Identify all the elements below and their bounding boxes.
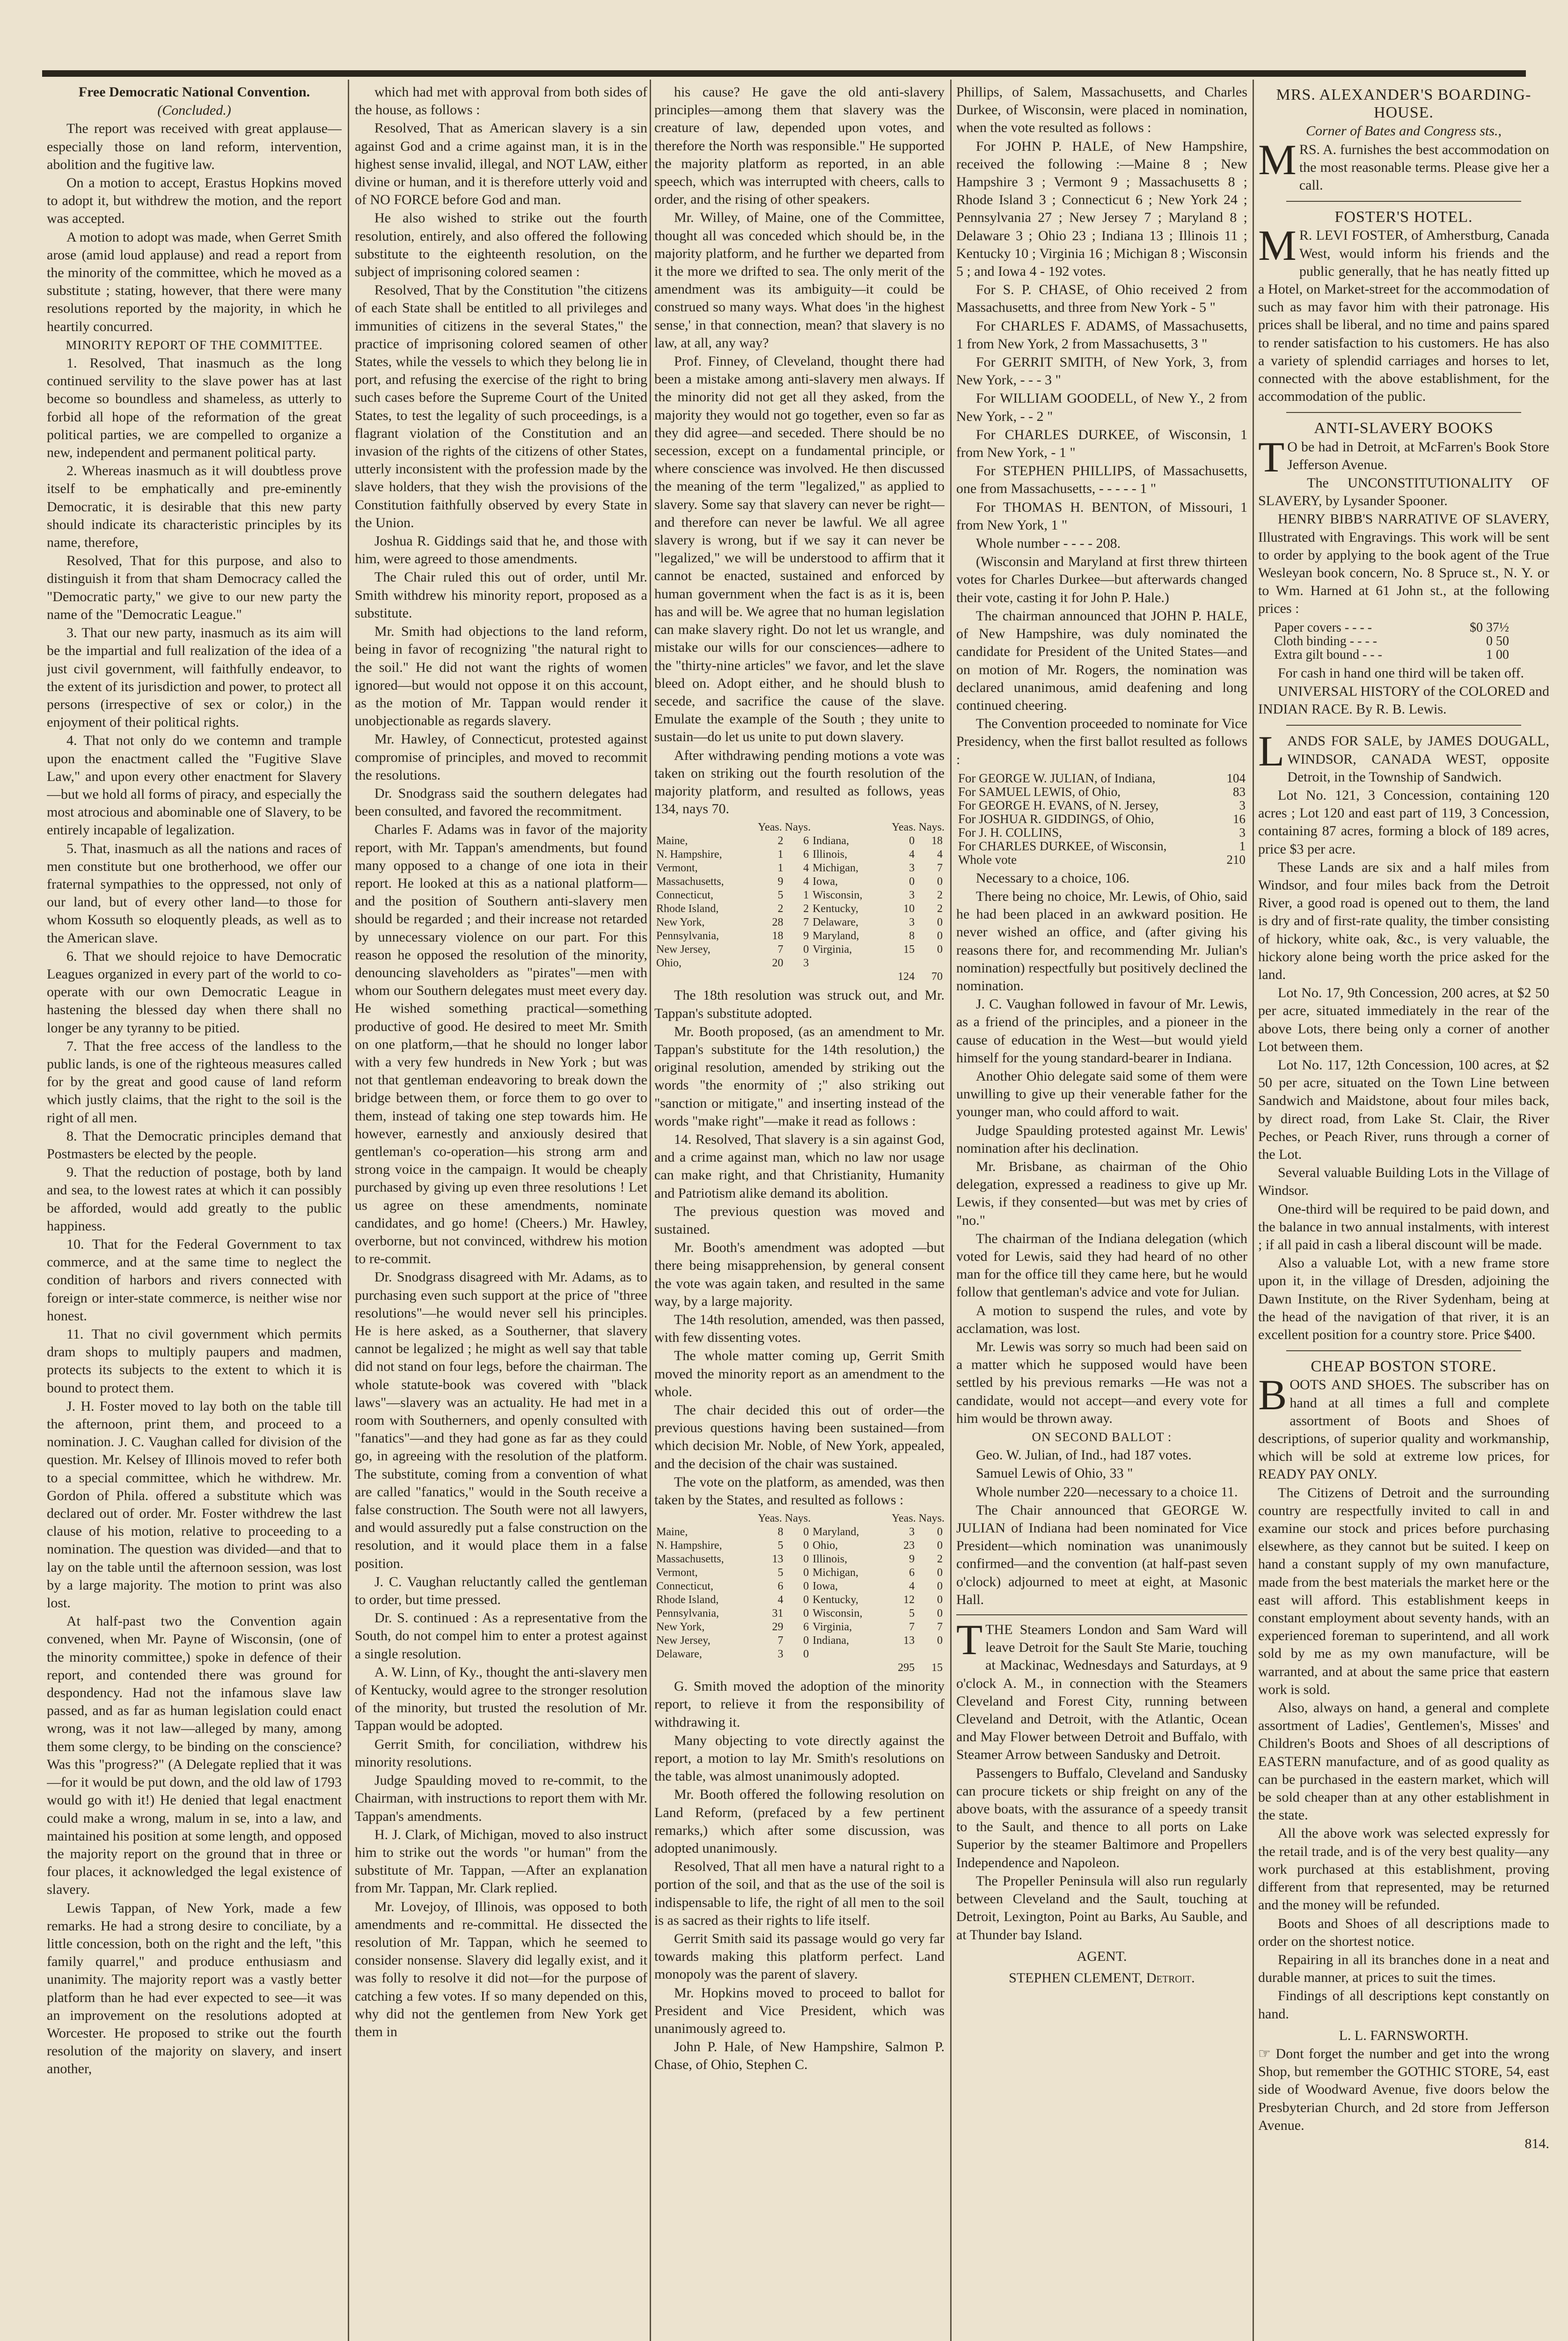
table-row: Delaware, 3 0 xyxy=(656,1648,809,1661)
article-body xyxy=(355,83,647,2041)
paragraph: The whole matter coming up, Gerrit Smith moved the minority report as an amendment to the whole. xyxy=(654,1348,945,1399)
paragraph: Joshua R. Giddings said that he, and those with him, were agreed to those amendments. xyxy=(355,533,647,567)
steamer-paragraph: TTHE Steamers London and Sam Ward will leave Detroit for the Sault Ste Marie, touching at Mackinac, Wednesdays and Saturdays, at 9 o'clock A. M., in connection with the Steamers Cleveland and Forest City, running between Cleveland and Detroit, with the Atlantic, Ocean and May Flower between Detroit and Buffalo, with Steamer Arrow between Sandusky and Detroit. xyxy=(956,1616,1247,1763)
article-body xyxy=(654,986,945,1509)
paragraph: Mr. Booth's amendment was adopted —but there being misapprehension, by general consent the vote was again taken, and resulted in the same way, by a large majority. xyxy=(654,1240,945,1309)
paragraph: his cause? He gave the old anti-slavery principles—among them that slavery was the creature of law, depended upon votes, and therefore the North was responsible." He supported the majority platform as reported, in an able speech, which was interrupted with cheers, calls to order, and the rising of other speakers. xyxy=(654,84,945,207)
ballot-row: For SAMUEL LEWIS, of Ohio, 83 xyxy=(958,784,1246,799)
resolution-paragraph: 6. That we should rejoice to have Democratic Leagues organized in every part of the world to co-operate with our own Democratic League in hastening the blessed day when there shall no longer be any tyranny to be pitied. xyxy=(47,948,342,1036)
resolution-paragraph: 2. Whereas inasmuch as it will doubtless prove itself to be emphatically and pre-eminently Democratic, it is desirable that this new party should indicate its characteristic principles by its name, therefore, xyxy=(47,463,342,551)
paragraph: After withdrawing pending motions a vote was taken on striking out the fourth resolution of the majority platform, and resulted as follows, yeas 134, nays 70. xyxy=(654,747,945,817)
table-row: Maine, 8 0 Maryland, 3 0 xyxy=(656,1526,943,1539)
resolution-paragraph: 3. That our new party, inasmuch as its aim will be the impartial and full realization of the idea of a just civil government, will faithfully endeavor, to the extent of its jurisdiction and power, to protect all persons (irrespective of sex or color,) in the enjoyment of their political rights. xyxy=(47,625,342,730)
ad-divider xyxy=(1286,725,1521,726)
article-body xyxy=(654,83,945,818)
paragraph: Charles F. Adams was in favor of the majority report, with Mr. Tappan's amendments, but found many opposed to a change of one iota in their report. He looked at this as a national platform—and the position of Southern anti-slavery men should be regarded ; and their increase not retarded by unnecessary violence on our part. For this reason he opposed the resolution of the minority, denouncing slaveholders as "pirates"—men with whom our Southern delegates must meet every day. He wished something practical—something productive of good. He desired to meet Mr. Smith on one platform,—that he should no longer labor with a very few hundreds in New York ; but was not that gentleman endeavoring to break down the bridge between them, or force them to go over to them, instead of taking one step towards him. He however, earnestly and anxiously desired that gentleman's co-operation—his strong arm and strong voice in the campaign. It would be cheaply purchased by giving up even three resolutions ! Let us agree on these amendments, nominate candidates, and go home! (Cheers.) Mr. Hawley, overborne, but not convinced, withdrew his motion to re-commit. xyxy=(355,822,647,1267)
paragraph: Mr. Smith had objections to the land reform, being in favor of recognizing "the natural right to the soil." He did not want the rights of women ignored—but would not oppose it on this account, as the motion of Mr. Tappan would render it unobjectionable as regards slavery. xyxy=(355,624,647,729)
price-row: Paper covers - - - - $0 37½ xyxy=(1274,620,1509,635)
paragraph: Mr. Hopkins moved to proceed to ballot for President and Vice President, which was unanimously agreed to. xyxy=(654,1985,945,2037)
ad-divider xyxy=(1286,412,1521,413)
column-divider xyxy=(348,80,349,2341)
paragraph: On a motion to accept, Erastus Hopkins moved to adopt it, but withdrew the motion, and the report was accepted. xyxy=(47,175,342,227)
column-4 xyxy=(956,83,1247,2341)
column-divider xyxy=(950,80,952,2341)
ad-divider xyxy=(1286,1350,1521,1351)
paragraph: A motion to suspend the rules, and vote by acclamation, was lost. xyxy=(956,1303,1247,1336)
ballot-line: For CHARLES F. ADAMS, of Massachusetts, 1 from New York, 2 from Massachusetts, 3 " xyxy=(956,318,1247,352)
hotel-text: M R. LEVI FOSTER, of Amherstburg, Canada West, would inform his friends and the public generally, that he has neatly fitted up a Hotel, on Market-street for the accommodation of such as may favor him with their patronage. His prices shall be liberal, and no time and pains spared to render satisfaction to his customers. He has also a variety of splendid carriages and horses to let, connected with the above establishment, for the accommodation of the public. xyxy=(1258,221,1549,405)
ballot-row: For JOSHUA R. GIDDINGS, of Ohio, 16 xyxy=(958,811,1246,826)
paragraph: Dr. S. continued : As a representative from the South, do not compel him to enter a protest against a single resolution. xyxy=(355,1610,647,1662)
article-body xyxy=(956,607,1247,769)
agent-label: AGENT. xyxy=(1077,1948,1127,1964)
store-paragraph: BOOTS AND SHOES. The subscriber has on hand at all times a full and complete assortment of Boots and Shoes of descriptions, of superior quality and workmanship, which will be sold at extreme low prices, for READY PAY ONLY. xyxy=(1258,1371,1549,1482)
top-rule xyxy=(42,70,1526,77)
ballot-line: For STEPHEN PHILLIPS, of Massachusetts, one from Massachusetts, - - - - - 1 " xyxy=(956,463,1247,497)
table-row: Rhode Island, 2 2 Kentucky, 10 2 xyxy=(656,903,943,915)
minority-report-body xyxy=(47,354,342,2078)
books-title: ANTI-SLAVERY BOOKS xyxy=(1314,420,1494,437)
paragraph: The vote on the platform, as amended, was then taken by the States, and resulted as follows : xyxy=(654,1474,945,1508)
hotel-title: FOSTER'S HOTEL. xyxy=(1334,208,1473,226)
paragraph: Mr. Brisbane, as chairman of the Ohio delegation, expressed a readiness to give up Mr. Lewis, if they consented—but was met by cries of "no." xyxy=(956,1158,1247,1228)
table-row: N. Hampshire, 1 6 Illinois, 4 4 xyxy=(656,848,943,861)
lands-paragraph: Lot No. 17, 9th Concession, 200 acres, at $2 50 per acre, situated immediately in the rear of the above Lots, there being only a corner of another Lot between them. xyxy=(1258,985,1549,1054)
boarding-house-title: MRS. ALEXANDER'S BOARDING-HOUSE. xyxy=(1276,86,1531,122)
table-row: Connecticut, 6 0 Iowa, 4 0 xyxy=(656,1580,943,1593)
paragraph: Dr. Snodgrass said the southern delegates had been consulted, and favored the recommitment. xyxy=(355,785,647,819)
paragraph: Many objecting to vote directly against the report, a motion to lay Mr. Smith's resolutions on the table, was almost unanimously adopted. xyxy=(654,1732,945,1784)
resolution-paragraph: 9. That the reduction of postage, both by land and sea, to the lowest rates at which it can possibly be afforded, would add greatly to the public happiness. xyxy=(47,1164,342,1234)
ad-divider xyxy=(1286,201,1521,202)
lands-ad xyxy=(1258,727,1549,1344)
resolution-paragraph: 4. That not only do we contemn and trample upon the enactment called the "Fugitive Slave Law," and upon every other enactment for Slavery—but we hold all forms of piracy, and especially the most atrocious and abominable one of Slavery, to be entirely incapable of legalization. xyxy=(47,733,342,838)
paragraph: The Chair ruled this out of order, until Mr. Smith withdrew his minority report, proposed as a substitute. xyxy=(355,569,647,621)
paragraph: A motion to adopt was made, when Gerret Smith arose (amid loud applause) and read a report from the minority of the committee, which he moved as a substitute ; stating, however, that there were many resolutions reported by the majority, in which he heartily concurred. xyxy=(47,229,342,334)
paragraph: He also wished to strike out the fourth resolution, entirely, and also offered the following substitute to the eighteenth resolution, on the subject of imprisoning colored seamen : xyxy=(355,210,647,280)
books-paragraph: HENRY BIBB'S NARRATIVE OF SLAVERY, Illustrated with Engravings. This work will be sent to order by applying to the book agent of the True Wesleyan book concern, No. 8 Spruce st., N. Y. or to Wm. Harned at 61 John st., at the following prices : xyxy=(1258,511,1549,617)
resolution-paragraph: J. H. Foster moved to lay both on the table till the afternoon, print them, and proceed to a nomination. J. C. Vaughan called for division of the question. Mr. Kelsey of Illinois moved to refer both to a special committee, which he withdrew. Mr. Gordon of Phila. offered a substitute which was declared out of order. Mr. Foster withdrew the last clause of his motion, relative to proceeding to a nomination. The question was divided—and that to lay on the table until the afternoon session, was lost by a large majority. The motion to print was also lost. xyxy=(47,1398,342,1611)
price-row: Extra gilt bound - - - 1 00 xyxy=(1274,647,1509,662)
paragraph: Prof. Finney, of Cleveland, thought there had been a mistake among anti-slavery men always. If the minority did not get all they asked, from the majority they would not go together, even so far as they did agree—and seceded. There should be no secession, except on a fundamental principle, or where conscience was involved. He then discussed the meaning of the term "legalized," as applied to slavery. Some say that slavery can never be right—and therefore can never be lawful. We all agree slavery is wrong, but if we say it can never be "legalized," we will be understood to affirm that it cannot be enacted, sustained and enforced by human government when the fact is as it is, been has and will be. We agree that no human legislation can make slavery right. Do not let us wrangle, and mistake our wills for our consciences—adhere to the "thirty-nine articles" we favor, and let the slave bleed on. Adopt either, and he should blush to secede, and sacrifice the cause of the slave. Emulate the example of the South ; they unite to sustain—do let us unite to put down slavery. xyxy=(654,353,945,745)
store-paragraph: The Citizens of Detroit and the surrounding country are respectfully invited to call in and examine our stock and prices before purchasing elsewhere, as they cannot but be suited. I keep on hand a constant supply of my own manufacture, made from the best materials the market here or the east will afford. This establishment keeps in constant employment about seventy hands, with an experienced foreman to superintend, and all work sold by me as my own manufacture, will be warranted, and at about the same price that eastern work is sold. xyxy=(1258,1485,1549,1697)
ballot-line: For WILLIAM GOODELL, of New Y., 2 from New York, - - 2 " xyxy=(956,390,1247,424)
paragraph: The Convention proceeded to nominate for Vice Presidency, when the first ballot resulted as follows : xyxy=(956,716,1247,767)
resolution-paragraph: 8. That the Democratic principles demand that Postmasters be elected by the people. xyxy=(47,1128,342,1162)
paragraph: The 14th resolution, amended, was then passed, with few dissenting votes. xyxy=(654,1311,945,1346)
ballot-line: For JOHN P. HALE, of New Hampshire, received the following :—Maine 8 ; New Hampshire 3 ; Vermont 9 ; Massachusetts 8 ; Rhode Island 3 ; Connecticut 6 ; New York 24 ; Pennsylvania 27 ; New Jersey 7 ; Maryland 8 ; Delaware 3 ; Ohio 23 ; Indiana 13 ; Illinois 11 ; Kentucky 10 ; Virginia 16 ; Michigan 8 ; Wisconsin 5 ; and Iowa 4 - 192 votes. xyxy=(956,138,1247,280)
ballot-intro: Phillips, of Salem, Massachusetts, and Charles Durkee, of Wisconsin, were placed in nomination, when the vote resulted as follows : xyxy=(956,84,1247,136)
books-price-list xyxy=(1272,621,1511,662)
paragraph: Resolved, That all men have a natural right to a portion of the soil, and that as the use of the soil is indispensable to life, the right of all men to the soil is as sacred as their rights to life itself. xyxy=(654,1859,945,1928)
paragraph: A. W. Linn, of Ky., thought the anti-slavery men of Kentucky, would agree to the stronger resolution of the minority, but trusted the resolution of Mr. Tappan would be adopted. xyxy=(355,1664,647,1734)
store-paragraph: Findings of all descriptions kept constantly on hand. xyxy=(1258,1988,1549,2022)
paragraph: Necessary to a choice, 106. xyxy=(976,870,1130,886)
paragraph: Mr. Booth proposed, (as an amendment to Mr. Tappan's substitute for the 14th resolution,) the original resolution, amended by striking out the words "the enormity of ;" also striking out "sanction or mitigate," and inserting instead of the words "make right"—make it read as follows : xyxy=(654,1023,945,1129)
books-paragraph: UNIVERSAL HISTORY of the COLORED and INDIAN RACE. By R. B. Lewis. xyxy=(1258,683,1549,717)
paragraph: which had met with approval from both sides of the house, as follows : xyxy=(355,84,647,118)
ballot-line: Geo. W. Julian, of Ind., had 187 votes. xyxy=(976,1447,1192,1463)
table-header: Yeas. Nays. Yeas. Nays. xyxy=(758,821,945,834)
table-row: Rhode Island, 4 0 Kentucky, 12 0 xyxy=(656,1594,943,1606)
paragraph: Gerrit Smith said its passage would go very far towards making this platform perfect. Land monopoly was the parent of slavery. xyxy=(654,1931,945,1982)
table-row: Massachusetts, 9 4 Iowa, 0 0 xyxy=(656,876,943,888)
books-paragraph: For cash in hand one third will be taken off. xyxy=(1278,665,1524,681)
paragraph: The report was received with great applause—especially those on land reform, intervention, abolition and the fugitive law. xyxy=(47,121,342,172)
paragraph: Gerrit Smith, for conciliation, withdrew his minority resolutions. xyxy=(355,1736,647,1770)
store-note: ☞ Dont forget the number and get into the wrong Shop, but remember the GOTHIC STORE, 54, east side of Woodward Avenue, five doors below the Presbyterian Church, and 2d store from Jefferson Avenue. xyxy=(1258,2046,1549,2133)
paragraph: The 18th resolution was struck out, and Mr. Tappan's substitute adopted. xyxy=(654,987,945,1021)
table-row: Vermont, 1 4 Michigan, 3 7 xyxy=(656,862,943,875)
store-paragraph: Also, always on hand, a general and complete assortment of Ladies', Gentlemen's, Misses' and Children's Boots and Shoes of all descriptions of EASTERN manufacture, and of as good quality as can be purchased in the eastern market, which will be sold cheaper than at any other establishment in the state. xyxy=(1258,1700,1549,1823)
ballot-line: Samuel Lewis of Ohio, 33 " xyxy=(976,1465,1133,1481)
store-code: 814. xyxy=(1524,2135,1549,2151)
resolution-paragraph: 7. That the free access of the landless to the public lands, is one of the righteous measures called for by the great and good cause of land reform which justly claims, that the right to the soil is the right of all men. xyxy=(47,1038,342,1126)
resolution-paragraph: 10. That for the Federal Government to tax commerce, and at the same time to neglect the condition of harbors and rivers connected with foreign or inter-state commerce, is neither wise nor honest. xyxy=(47,1237,342,1324)
resolution-paragraph: 11. That no civil government which permits dram shops to multiply paupers and madmen, protects its subjects to the extent to which it is bound to protect them. xyxy=(47,1326,342,1396)
table-row: Connecticut, 5 1 Wisconsin, 3 2 xyxy=(656,889,943,902)
paragraph: Mr. Lewis was sorry so much had been said on a matter which he supposed would have been settled by his previous remarks —He was not a candidate, would not accept—and every vote for him would be thrown away. xyxy=(956,1339,1247,1426)
column-1 xyxy=(47,83,342,2341)
paragraph: The chair decided this out of order—the previous questions having been sustained—from which decision Mr. Noble, of New York, appealed, and the decision of the chair was sustained. xyxy=(654,1402,945,1472)
table-row: Pennsylvania, 18 9 Maryland, 8 0 xyxy=(656,930,943,942)
steamer-ad xyxy=(956,1616,1247,1944)
table-row: Ohio, 20 3 xyxy=(656,957,809,970)
paragraph: The previous question was moved and sustained. xyxy=(654,1203,945,1237)
article-body xyxy=(47,120,342,335)
store-title: CHEAP BOSTON STORE. xyxy=(1311,1358,1497,1376)
table-header: Yeas. Nays. Yeas. Nays. xyxy=(758,1512,945,1525)
paragraph: John P. Hale, of New Hampshire, Salmon P. Chase, of Ohio, Stephen C. xyxy=(654,2039,945,2073)
article-body xyxy=(956,1502,1247,1609)
paragraph: Judge Spaulding protested against Mr. Lewis' nomination after his declination. xyxy=(956,1122,1247,1156)
column-3 xyxy=(654,83,945,2341)
lands-paragraph: Lot No. 121, 3 Concession, containing 120 acres ; Lot 120 and east part of 119, 3 Concession, containing 87 acres, forming a block of 189 acres, price $3 per acre. xyxy=(1258,787,1549,857)
paragraph: Mr. Lovejoy, of Illinois, was opposed to both amendments and re-committal. He dissected the resolution of Mr. Tappan, which he seemed to consider nonsense. Slavery did legally exist, and it was folly to resolve it did not—for the purpose of catching a few votes. If so many depended on this, why did not the gentlemen from New York get them in xyxy=(355,1899,647,2039)
table-row: 124 70 xyxy=(898,971,943,983)
paragraph: Another Ohio delegate said some of them were unwilling to give up their venerable father for the younger man, who could afford to wait. xyxy=(956,1068,1247,1120)
paragraph: G. Smith moved the adoption of the minority report, to relieve it from the responsibility of withdrawing it. xyxy=(654,1678,945,1730)
table-row: Vermont, 5 0 Michigan, 6 0 xyxy=(656,1567,943,1579)
paragraph: 14. Resolved, That slavery is a sin against God, and a crime against man, which no law nor usage can make right, and that Christianity, Humanity and Patriotism alike demand its abolition. xyxy=(654,1131,945,1201)
lands-paragraph: Lot No. 117, 12th Concession, 100 acres, at $2 50 per acre, situated on the Town Line between Sandwich and Maidstone, about four miles back, by direct road, from Lake St. Clair, the River Peches, or Peach River, runs through a corner of the Lot. xyxy=(1258,1057,1549,1162)
ballot-row: For GEORGE H. EVANS, of N. Jersey, 3 xyxy=(958,798,1246,812)
boarding-house-text: MRS. A. furnishes the best accommodation on the most reasonable terms. Please give her a call. xyxy=(1258,135,1549,193)
steamer-paragraph: The Propeller Peninsula will also run regularly between Cleveland and the Sault, touching at Detroit, Lexington, Point au Barks, Au Sauble, and at Thunder bay Island. xyxy=(956,1873,1247,1943)
ballot-row: For CHARLES DURKEE, of Wisconsin, 1 xyxy=(958,839,1246,853)
paragraph: Mr. Willey, of Maine, one of the Committee, thought all was conceded which should be, in the majority platform, and he further we departed from it the more we drifted to sea. The only merit of the amendment was its ambiguity—it could be construed so many ways. What does 'in the highest sense,' in that connection, mean? that slavery is no law, at all, any way? xyxy=(654,210,945,351)
lands-paragraph: These Lands are six and a half miles from Windsor, and four miles back from the Detroit River, a good road is opened out to them, the land is dry and of first-rate quality, the timber consisting of hickory, white oak, &c., is very valuable, the hickory alone being worth the price asked for the land. xyxy=(1258,859,1549,982)
table-row: Pennsylvania, 31 0 Wisconsin, 5 0 xyxy=(656,1607,943,1620)
article-body xyxy=(654,1678,945,2074)
table-row: 295 15 xyxy=(898,1662,943,1674)
paragraph: Resolved, That as American slavery is a sin against God and a crime against man, it is in the highest sense invalid, illegal, and NOT LAW, either divine or human, and it is therefore utterly void and of NO FORCE before God and man. xyxy=(355,120,647,208)
ballot-row: Whole vote 210 xyxy=(958,852,1246,867)
ballot-line: For CHARLES DURKEE, of Wisconsin, 1 from New York, - 1 " xyxy=(956,427,1247,461)
paragraph: Dr. Snodgrass disagreed with Mr. Adams, as to purchasing even such support at the price of "three resolutions"—he would never sell his principles. He is here asked, as a Southerner, that slavery cannot be legalized ; he might as well say that table did not stand on four legs, before the chairman. The whole statute-book was covered with "black laws"—slavery was an actuality. He had met in a room with Southerners, and openly consulted with "fanatics"—and they had gone as far as they could go, in agreeing with the resolution of the platform. The substitute, coming from a convention of what are called "fanatics," would in the South receive a false construction. The South were not all lawyers, and would assuredly put a false construction on the resolution, and it would place them in a false position. xyxy=(355,1269,647,1571)
resolution-paragraph: Lewis Tappan, of New York, made a few remarks. He had a strong desire to conciliate, by a little concession, both on the right and the left, "this family quarrel," and produce enthusiasm and unanimity. The majority report was a vastly better platform than he had ever expected to see—it was an improvement on the resolutions adopted at Worcester. He proposed to strike out the fourth resolution of the majority on slavery, and insert another, xyxy=(47,1900,342,2077)
vote-table-platform xyxy=(654,1512,945,1675)
table-row: New Jersey, 7 0 Indiana, 13 0 xyxy=(656,1634,943,1647)
presidential-ballot xyxy=(956,138,1247,607)
article-subheading: (Concluded.) xyxy=(157,103,231,118)
column-divider xyxy=(650,80,651,2341)
table-row: N. Hampshire, 5 0 Ohio, 23 0 xyxy=(656,1539,943,1552)
column-divider xyxy=(1253,80,1254,2341)
paragraph: J. C. Vaughan reluctantly called the gentleman to order, but time pressed. xyxy=(355,1574,647,1608)
boarding-house-address: Corner of Bates and Congress sts., xyxy=(1305,123,1502,139)
table-row: New York, 28 7 Delaware, 3 0 xyxy=(656,916,943,929)
paragraph: Resolved, That by the Constitution "the citizens of each State shall be entitled to all privileges and immunities of citizens in the several States," the practice of imprisoning colored seamen of other States, while the vessels to which they belong lie in port, and refusing the exercise of the right to bring such cases before the Supreme Court of the United States, to test the legality of such proceedings, is a flagrant violation of the Constitution and an invasion of the rights of the citizens of other States, utterly inconsistent with the profession made by the slave holders, that they wish the provisions of the Constitution faithfully observed by every State in the Union. xyxy=(355,282,647,530)
ballot-line: Whole number 220—necessary to a choice 11. xyxy=(976,1484,1238,1500)
paragraph: H. J. Clark, of Michigan, moved to also instruct him to strike out the words "or human" from the substitute of Mr. Tappan, —After an explanation from Mr. Tappan, Mr. Clark replied. xyxy=(355,1826,647,1896)
store-signature: L. L. FARNSWORTH. xyxy=(1339,2027,1469,2043)
lands-paragraph: Several valuable Building Lots in the Village of Windsor. xyxy=(1258,1165,1549,1199)
agent-name: STEPHEN CLEMENT, Detroit. xyxy=(1009,1970,1195,1986)
second-ballot xyxy=(956,1446,1247,1501)
lands-paragraph: LANDS FOR SALE, by JAMES DOUGALL, WINDSOR, CANADA WEST, opposite Detroit, in the Township of Sandwich. xyxy=(1258,727,1549,785)
lands-paragraph: One-third will be required to be paid down, and the balance in two annual instalments, with interest ; if all paid in cash a liberal discount will be made. xyxy=(1258,1201,1549,1252)
store-ad xyxy=(1258,1371,1549,2023)
minority-report-title: MINORITY REPORT OF THE COMMITTEE. xyxy=(66,338,323,352)
resolution-paragraph: 5. That, inasmuch as all the nations and races of men constitute but one brotherhood, we offer our fraternal sympathies to the oppressed, not only of our land, but of every other land—to those for whom Kossuth so eloquently pleads, as well as to the American slave. xyxy=(47,840,342,946)
ballot-line: Whole number - - - - 208. xyxy=(976,536,1121,552)
resolution-paragraph: At half-past two the Convention again convened, when Mr. Payne of Wisconsin, (one of the minority committee,) spoke in defence of their report, and contended there was ground for despondency. Had not the infamous slave law passed, and as far as human legislation could enact wrong, was it not law—alleged by many, among them some clergy, to be binding on the conscience? Was this "progress?" (A Delegate replied that it was—for it would be put down, and the old law of 1793 would go with it!) He denied that legal enactment could make a wrong, malum in se, into a law, and maintained his position at some length, and opposed the majority report on the ground that in three or four places, it acknowledged the legal existence of slavery. xyxy=(47,1613,342,1898)
paragraph: The Chair announced that GEORGE W. JULIAN of Indiana had been nominated for Vice President—which nomination was unanimously confirmed—and the convention (at half-past seven o'clock) adjourned to meet at eight, at Masonic Hall. xyxy=(956,1502,1247,1607)
table-row: New Jersey, 7 0 Virginia, 15 0 xyxy=(656,943,943,956)
article-body xyxy=(956,869,1247,1428)
ballot-line: For GERRIT SMITH, of New York, 3, from New York, - - - 3 " xyxy=(956,354,1247,388)
table-row: Massachusetts, 13 0 Illinois, 9 2 xyxy=(656,1553,943,1566)
resolution-paragraph: 1. Resolved, That inasmuch as the long continued servility to the slave power has at last become so boundless and shameless, as utterly to forbid all hope of the reformation of the great political parties, we are compelled to organize a new, independent and permanent political party. xyxy=(47,355,342,461)
paragraph: J. C. Vaughan followed in favour of Mr. Lewis, as a friend of the principles, and a pioneer in the cause of education in the West—but would yield himself for the young standard-bearer in Indiana. xyxy=(956,996,1247,1066)
ballot-row: For J. H. COLLINS, 3 xyxy=(958,825,1246,839)
books-ad-after xyxy=(1258,664,1549,719)
second-ballot-title: ON SECOND BALLOT : xyxy=(1032,1430,1172,1444)
ballot-line: For THOMAS H. BENTON, of Missouri, 1 from New York, 1 " xyxy=(956,499,1247,533)
books-paragraph: The UNCONSTITUTIONALITY OF SLAVERY, by Lysander Spooner. xyxy=(1258,475,1549,509)
vote-table-fourth-resolution xyxy=(654,821,945,984)
ad-divider xyxy=(956,1614,1247,1615)
paragraph: There being no choice, Mr. Lewis, of Ohio, said he had been placed in an awkward position. He never wished an office, and (after giving his reasons there for, and recommending Mr. Julian's nomination) respectfully but positively declined the nomination. xyxy=(956,888,1247,994)
lands-paragraph: Also a valuable Lot, with a new frame store upon it, in the village of Dresden, adjoining the Dawn Institute, on the River Sydenham, being at the head of the navigation of that river, it is an excellent position for a country store. Price $400. xyxy=(1258,1255,1549,1342)
table-row: Maine, 2 6 Indiana, 0 18 xyxy=(656,835,943,847)
ballot-row: For GEORGE W. JULIAN, of Indiana, 104 xyxy=(958,771,1246,785)
ballot-line: (Wisconsin and Maryland at first threw thirteen votes for Charles Durkee—but afterwards changed their vote, casting it for John P. Hale.) xyxy=(956,554,1247,605)
store-paragraph: All the above work was selected expressly for the retail trade, and is of the very best quality—any work purchased at this establishment, proving different from that represented, may be returned and the money will be refunded. xyxy=(1258,1826,1549,1913)
resolution-paragraph: Resolved, That for this purpose, and also to distinguish it from that sham Democracy called the "Democratic party," we give to our new party the name of the "Democratic League." xyxy=(47,553,342,622)
table-row: New York, 29 6 Virginia, 7 7 xyxy=(656,1621,943,1634)
paragraph: Judge Spaulding moved to re-commit, to the Chairman, with instructions to report them with Mr. Tappan's amendments. xyxy=(355,1773,647,1824)
vice-presidential-ballot xyxy=(956,772,1247,867)
steamer-paragraph: Passengers to Buffalo, Cleveland and Sandusky can procure tickets or ship freight on any of the above boats, with the assurance of a speedy transit to the Sault, and thence to all ports on Lake Superior by the steamer Baltimore and Propellers Independence and Napoleon. xyxy=(956,1765,1247,1870)
column-5 xyxy=(1258,83,1549,2341)
paragraph: The chairman of the Indiana delegation (which voted for Lewis, said they had heard of no other man for the office till they came here, but he would follow that gentleman's advice and vote for Julian. xyxy=(956,1230,1247,1300)
books-paragraph: T O be had in Detroit, at McFarren's Book Store Jefferson Avenue. xyxy=(1258,433,1549,481)
store-paragraph: Boots and Shoes of all descriptions made to order on the shortest notice. xyxy=(1258,1915,1549,1949)
paragraph: Mr. Booth offered the following resolution on Land Reform, (prefaced by a few pertinent remarks,) which after some discussion, was adopted unanimously. xyxy=(654,1787,945,1856)
books-ad xyxy=(1258,433,1549,618)
ballot-line: For S. P. CHASE, of Ohio received 2 from Massachusetts, and three from New York - 5 " xyxy=(956,282,1247,316)
price-row: Cloth binding - - - - 0 50 xyxy=(1274,633,1509,648)
paragraph: Mr. Hawley, of Connecticut, protested against compromise of principles, and moved to recommit the resolutions. xyxy=(355,731,647,783)
paragraph: The chairman announced that JOHN P. HALE, of New Hampshire, was duly nominated the candidate for President of the United States—and on motion of Mr. Rogers, the nomination was declared unanimous, amid deafening and long continued cheering. xyxy=(956,608,1247,713)
article-heading: Free Democratic National Convention. xyxy=(78,84,310,100)
column-2 xyxy=(355,83,647,2341)
store-paragraph: Repairing in all its branches done in a neat and durable manner, at prices to suit the times. xyxy=(1258,1951,1549,1986)
